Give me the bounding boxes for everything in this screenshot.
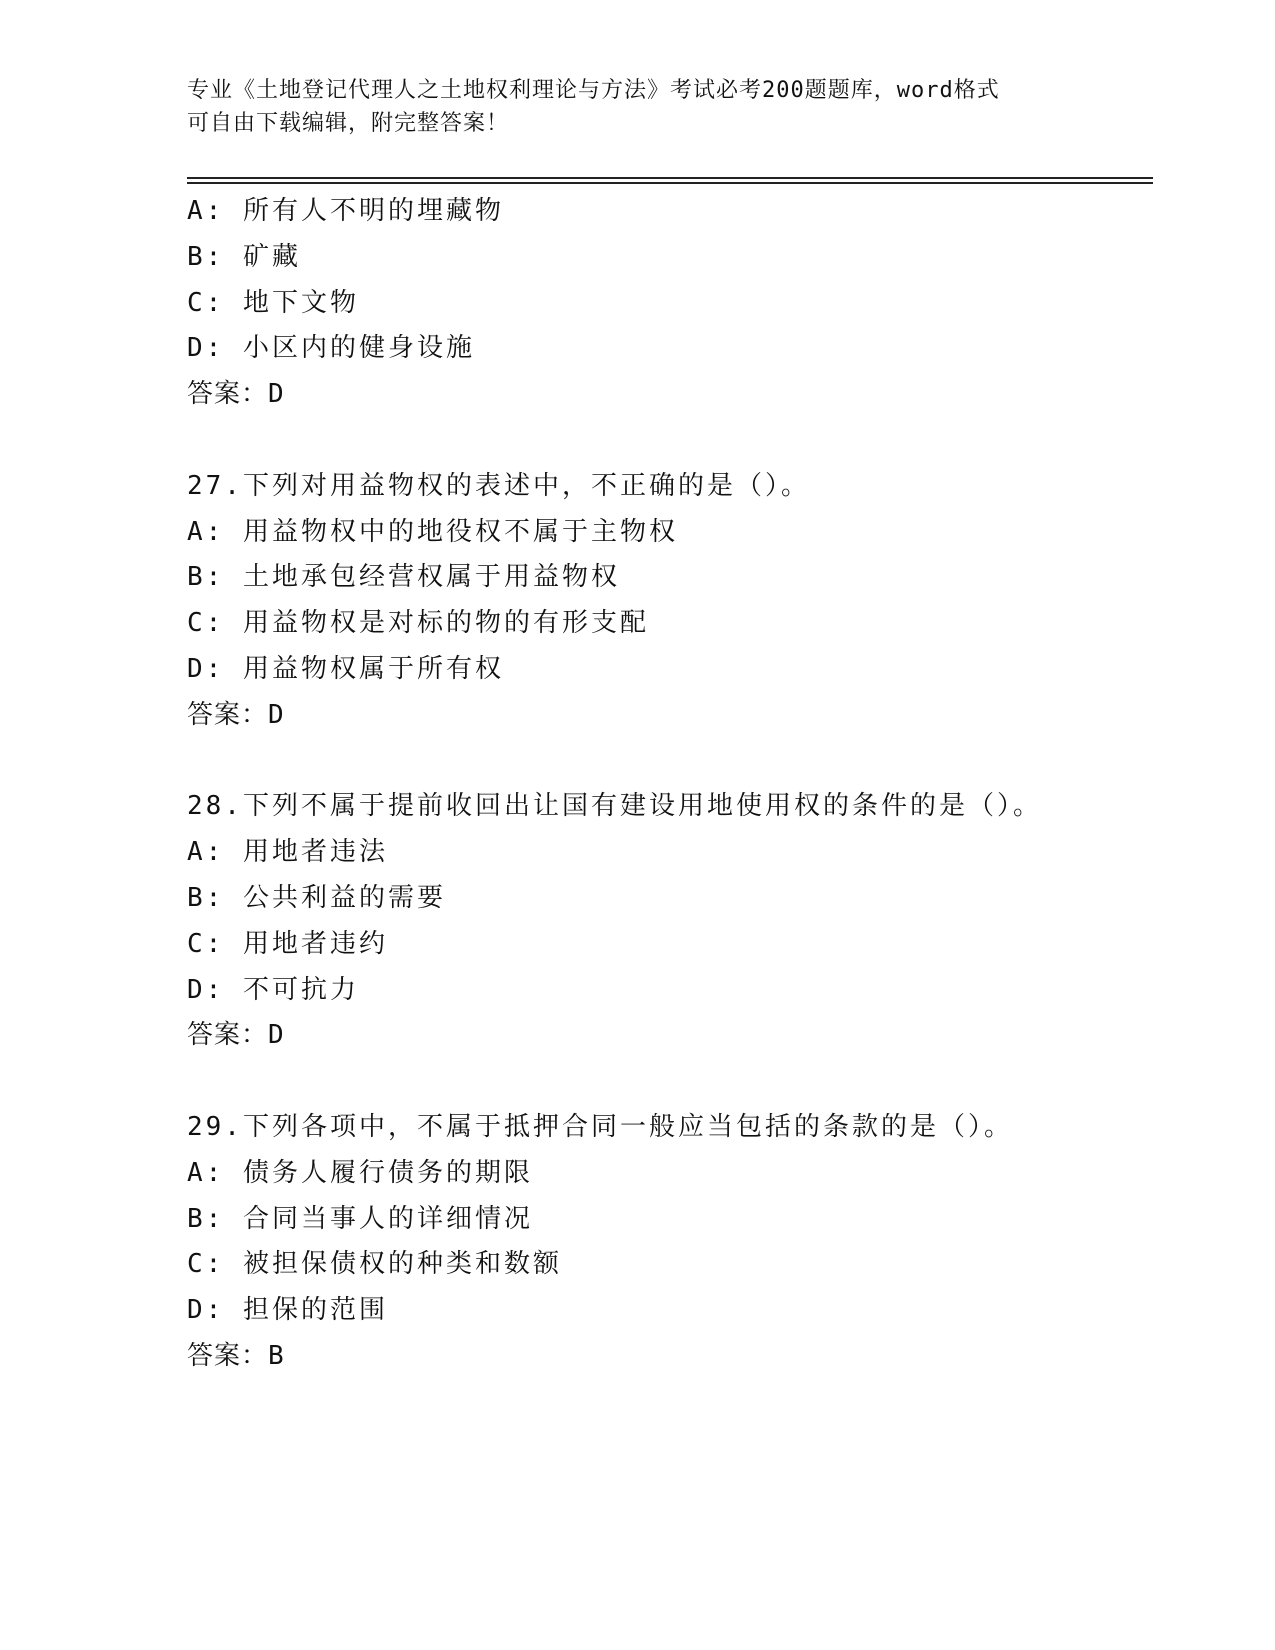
- option-a: [187, 1151, 1153, 1197]
- question-title: 29.下列各项中，不属于抵押合同一般应当包括的条款的是（）。: [187, 1111, 1013, 1142]
- answer-value: D: [268, 1020, 285, 1051]
- spacer: [187, 739, 1153, 785]
- option-label: C:: [187, 608, 225, 639]
- prev-question-block: [187, 189, 1153, 418]
- option-text: 用益物权中的地役权不属于主物权: [242, 516, 678, 547]
- option-label: D:: [187, 653, 225, 684]
- question-block-28: [187, 784, 1153, 1059]
- option-label: C:: [187, 287, 225, 318]
- header-divider-bottom: [187, 182, 1153, 184]
- question-title: 27.下列对用益物权的表述中，不正确的是（）。: [187, 470, 810, 501]
- spacer: [187, 1059, 1153, 1105]
- header-divider-top: [187, 177, 1153, 179]
- option-label: A:: [187, 1157, 225, 1188]
- option-text: 被担保债权的种类和数额: [242, 1249, 562, 1280]
- option-d: [187, 647, 1153, 693]
- option-text: 合同当事人的详细情况: [242, 1203, 533, 1234]
- answer-label: 答案：: [187, 699, 269, 730]
- header-line-1: 专业《土地登记代理人之土地权利理论与方法》考试必考200题题库，word格式: [187, 78, 1000, 103]
- option-text: 不可抗力: [242, 974, 359, 1005]
- option-d: [187, 326, 1153, 372]
- option-text: 用益物权是对标的物的有形支配: [242, 608, 649, 639]
- option-a: [187, 510, 1153, 556]
- answer-value: B: [268, 1340, 285, 1371]
- question-list: [187, 189, 1153, 1380]
- answer-label: 答案：: [187, 1020, 269, 1051]
- spacer: [187, 418, 1153, 464]
- question-block-27: [187, 464, 1153, 739]
- option-label: B:: [187, 882, 225, 913]
- question-title: 28.下列不属于提前收回出让国有建设用地使用权的条件的是（）。: [187, 791, 1042, 822]
- answer-label: 答案：: [187, 379, 269, 410]
- option-label: B:: [187, 241, 225, 272]
- document-header: [187, 74, 1087, 140]
- option-c: [187, 281, 1153, 327]
- option-label: A:: [187, 196, 225, 226]
- option-label: D:: [187, 333, 225, 364]
- option-b: [187, 555, 1153, 601]
- option-text: 用地者违法: [242, 837, 388, 868]
- answer-value: D: [268, 699, 285, 730]
- option-a: [187, 189, 1153, 235]
- option-label: A:: [187, 837, 225, 868]
- option-a: [187, 830, 1153, 876]
- answer-line: [187, 372, 1153, 418]
- option-text: 债务人履行债务的期限: [242, 1157, 533, 1188]
- option-label: B:: [187, 562, 225, 593]
- option-text: 地下文物: [242, 287, 359, 318]
- option-text: 公共利益的需要: [242, 882, 446, 913]
- option-label: D:: [187, 1295, 225, 1326]
- option-label: A:: [187, 516, 225, 547]
- option-text: 土地承包经营权属于用益物权: [242, 562, 620, 593]
- option-text: 用益物权属于所有权: [242, 653, 504, 684]
- question-block-29: [187, 1105, 1153, 1380]
- option-c: [187, 601, 1153, 647]
- option-text: 所有人不明的埋藏物: [242, 196, 504, 226]
- answer-line: [187, 1013, 1153, 1059]
- option-label: C:: [187, 928, 225, 959]
- option-text: 担保的范围: [242, 1295, 388, 1326]
- answer-label: 答案：: [187, 1340, 269, 1371]
- option-b: [187, 1197, 1153, 1243]
- option-text: 用地者违约: [242, 928, 388, 959]
- option-c: [187, 922, 1153, 968]
- option-label: C:: [187, 1249, 225, 1280]
- option-c: [187, 1242, 1153, 1288]
- option-b: [187, 235, 1153, 281]
- answer-line: [187, 1334, 1153, 1380]
- header-line-2: 可自由下载编辑，附完整答案！: [187, 111, 510, 136]
- option-label: B:: [187, 1203, 225, 1234]
- answer-value: D: [268, 379, 285, 410]
- option-text: 矿藏: [242, 241, 301, 272]
- option-b: [187, 876, 1153, 922]
- option-d: [187, 968, 1153, 1014]
- answer-line: [187, 693, 1153, 739]
- option-label: D:: [187, 974, 225, 1005]
- option-text: 小区内的健身设施: [242, 333, 475, 364]
- option-d: [187, 1288, 1153, 1334]
